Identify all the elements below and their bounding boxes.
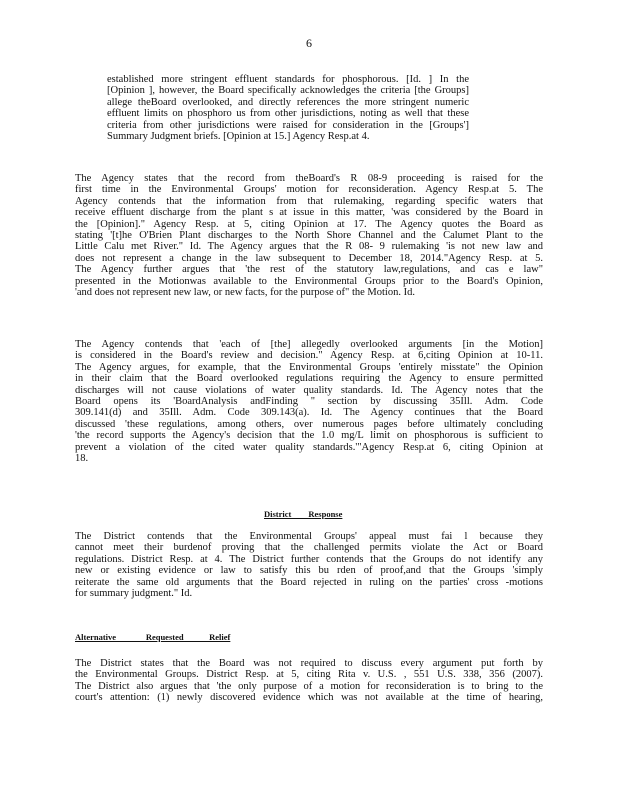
text-line: new or existing evidence or law to satisfy this bu rden of proof,and that the Groups 'simply bbox=[75, 565, 543, 577]
agency-paragraph-1 bbox=[75, 173, 543, 298]
text-line: 'the record supports the Agency's decision that the 1.0 mg/L limit on phosphorous is sufficient to bbox=[75, 430, 543, 442]
text-line: The Agency argues, for example, that the Environmental Groups 'entirely misstate" the Opinion bbox=[75, 361, 543, 373]
text-line: 18. bbox=[75, 453, 89, 465]
text-line: Little Calu met River." Id. The Agency argues that the R 08- 9 rulemaking 'is not new law and bbox=[75, 241, 543, 253]
text-line: in their claim that the Board overlooked regulations requiring the Agency to ensure permitted bbox=[75, 373, 543, 385]
text-line: The Agency contends that 'each of [the] allegedly overlooked arguments [in the Motion] bbox=[75, 339, 543, 350]
text-line: cannot meet their burdenof proving that the challenged permits violate the Act or Board bbox=[75, 542, 543, 554]
text-line: regulations. District Resp. at 4. The District further contends that the Groups do not identify any bbox=[75, 553, 543, 565]
text-line: discussed 'these regulations, among others, over numerous pages before ultimately concluding bbox=[75, 418, 543, 430]
district-paragraph bbox=[75, 531, 543, 599]
text-line: The District also argues that 'the only purpose of a motion for reconsideration is to bring to the bbox=[75, 680, 543, 692]
text-line: The Agency states that the record from theBoard's R 08-9 proceeding is raised for the bbox=[75, 173, 543, 184]
text-line: discharges will not cause violations of water quality standards. Id. The Agency notes that the bbox=[75, 384, 543, 396]
text-line: Summary Judgment briefs. [Opinion at 15.] Agency Resp.at 4. bbox=[107, 131, 370, 143]
text-line: effluent limits on phosphoro us from other jurisdictions, noting as well that these bbox=[107, 108, 469, 120]
text-line: does not represent a change in the law subsequent to December 18, 2014."Agency Resp. at 5. bbox=[75, 252, 543, 264]
text-line: receive effluent discharge from the plant s at issue in this matter, 'was considered by the Board in bbox=[75, 207, 543, 219]
text-line: established more stringent effluent standards for phosphorous. [Id. ] In the bbox=[107, 74, 469, 85]
text-line: the [Opinion]." Agency Resp. at 5, citing Opinion at 17. The Agency quotes the Board as bbox=[75, 218, 543, 230]
text-line: allege theBoard overlooked, and directly references the more stringent numeric bbox=[107, 96, 469, 108]
block-quote bbox=[107, 74, 469, 142]
relief-paragraph bbox=[75, 658, 543, 704]
text-line: the Environmental Groups. District Resp. at 5, citing Rita v. U.S. , 551 U.S. 338, 356 (2007). bbox=[75, 669, 543, 681]
text-line: first time in the Environmental Groups' motion for reconsideration. Agency Resp.at 5. The bbox=[75, 184, 543, 196]
text-line: The Agency further argues that 'the rest of the statutory law,regulations, and cas e law" bbox=[75, 264, 543, 276]
text-line: 309.141(d) and 35Ill. Adm. Code 309.143(a). Id. The Agency continues that the Board bbox=[75, 407, 543, 419]
section-heading-alternative-requested-relief: Alternative Requested Relief bbox=[75, 632, 231, 642]
section-heading-district-response: District Response bbox=[264, 509, 343, 519]
text-line: reiterate the same old arguments that the Board rejected in ruling on the parties' cross -motions bbox=[75, 576, 543, 588]
text-line: for summary judgment." Id. bbox=[75, 588, 193, 600]
text-line: 'and does not represent new law, or new facts, for the purpose of" the Motion. Id. bbox=[75, 287, 415, 299]
text-line: [Opinion ], however, the Board specifically acknowledges the criteria [the Groups] bbox=[107, 85, 469, 97]
text-line: Board opens its 'BoardAnalysis andFinding " section by discussing 35Ill. Adm. Code bbox=[75, 396, 543, 408]
page-number: 6 bbox=[306, 36, 312, 50]
text-line: stating '[t]he O'Brien Plant discharges to the North Shore Channel and the Calumet Plant to the bbox=[75, 230, 543, 242]
text-line: is considered in the Board's review and decision." Agency Resp. at 6,citing Opinion at 10-11. bbox=[75, 350, 543, 362]
text-line: criteria from other jurisdictions were raised for consideration in the [Groups'] bbox=[107, 119, 469, 131]
text-line: The District contends that the Environmental Groups' appeal must fai l because they bbox=[75, 531, 543, 542]
text-line: presented in the Motionwas available to the Environmental Groups prior to the Board's Opinion, bbox=[75, 275, 543, 287]
text-line: The District states that the Board was not required to discuss every argument put forth by bbox=[75, 658, 543, 669]
text-line: court's attention: (1) newly discovered evidence which was not available at the time of hearing, bbox=[75, 692, 543, 704]
text-line: prevent a violation of the cited water quality standards.'"Agency Resp.at 6, citing Opinion at bbox=[75, 441, 543, 453]
agency-paragraph-2 bbox=[75, 339, 543, 464]
text-line: Agency contends that the information from that rulemaking, regarding specific waters that bbox=[75, 195, 543, 207]
